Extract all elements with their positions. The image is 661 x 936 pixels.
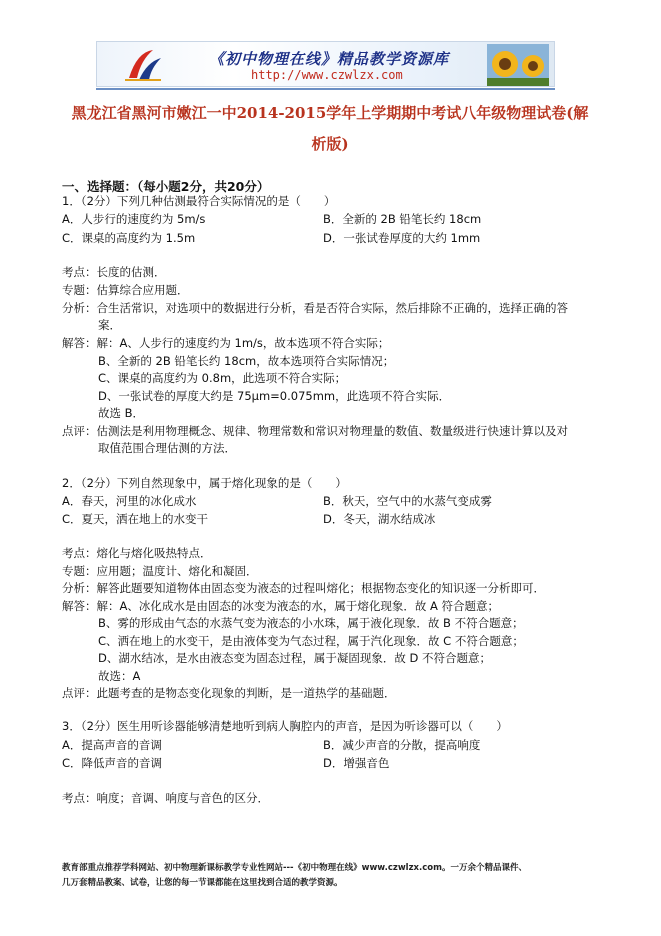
q2-dianping: 点评：此题考查的是物态变化现象的判断，是一道热学的基础题． [62,686,396,700]
banner-url[interactable]: http://www.czwlzx.com [251,68,403,82]
q1-dianping-line1: 点评：估测法是利用物理概念、规律、物理常数和常识对物理量的数值、数量级进行快速计算以及对 [62,424,568,438]
q1-option-d: D．一张试卷厚度的大约 1mm [323,231,481,245]
q1-jieda-line4: D、一张试卷的厚度大约是 75μm=0.075mm，此选项不符合实际． [98,389,451,403]
q2-option-b: B．秋天，空气中的水蒸气变成雾 [323,494,492,508]
q2-jieda-line4: D、湖水结冰，是水由液态变为固态过程，属于凝固现象．故 D 不符合题意； [98,651,492,665]
footer-line-1: 教育部重点推荐学科网站、初中物理新课标教学专业性网站---《初中物理在线》www.czwlzx.com。一万余个精品课件、 [62,863,527,873]
page-footer [62,861,602,891]
q2-jieda-line1: 解答：解：A、冰化成水是由固态的冰变为液态的水，属于熔化现象．故 A 符合题意； [62,599,500,613]
q1-option-b: B．全新的 2B 铅笔长约 18cm [323,212,482,226]
q1-option-c: C．课桌的高度约为 1.5m [62,231,196,245]
q3-stem: 3．（2分）医生用听诊器能够清楚地听到病人胸腔内的声音，是因为听诊器可以（ ） [62,719,508,733]
title-line-1: 黑龙江省黑河市嫩江一中2014-2015学年上学期期中考试八年级物理试卷(解 [71,104,589,122]
q1-jieda-line3: C、课桌的高度约为 0.8m，此选项不符合实际； [98,371,347,385]
q2-jieda-line2: B、雾的形成由气态的水蒸气变为液态的小水珠，属于液化现象．故 B 不符合题意； [98,616,524,630]
section-heading: 一、选择题：（每小题2分，共20分） [62,179,270,194]
q2-option-d: D．冬天，湖水结成冰 [323,512,436,526]
q1-dianping-line2: 取值范围合理估测的方法． [98,441,236,455]
q3-kaodian: 考点：响度；音调、响度与音色的区分． [62,791,269,805]
q1-fenxi-line1: 分析：合生活常识，对选项中的数据进行分析，看是否符合实际，然后排除不正确的，选择正确的答 [62,301,568,315]
document-title [40,98,620,160]
q3-option-a: A．提高声音的音调 [62,738,162,752]
q2-jieda-line5: 故选：A [98,669,141,683]
q1-fenxi-line2: 案． [98,318,121,332]
q1-kaodian: 考点：长度的估测． [62,265,166,279]
title-line-2: 析版) [311,135,349,153]
q2-kaodian: 考点：熔化与熔化吸热特点． [62,546,212,560]
q2-option-a: A．春天，河里的冰化成水 [62,494,197,508]
q3-option-d: D．增强音色 [323,756,390,770]
q2-jieda-line3: C、洒在地上的水变干，是由液体变为气态过程，属于汽化现象．故 C 不符合题意； [98,634,524,648]
q1-option-a: A．人步行的速度约为 5m/s [62,212,206,226]
banner-title: 《初中物理在线》精品教学资源库 [209,50,450,68]
site-logo-icon [123,48,163,82]
q1-jieda-line2: B、全新的 2B 铅笔长约 18cm，故本选项符合实际情况； [98,354,395,368]
sunflower-icon [487,44,549,86]
site-banner[interactable] [96,41,555,87]
q3-option-b: B．减少声音的分散，提高响度 [323,738,481,752]
q2-zhuanti: 专题：应用题；温度计、熔化和凝固． [62,564,258,578]
q1-jieda-line1: 解答：解：A、人步行的速度约为 1m/s，故本选项不符合实际； [62,336,390,350]
q3-option-c: C．降低声音的音调 [62,756,163,770]
q1-jieda-line5: 故选 B． [98,406,145,420]
q2-fenxi: 分析：解答此题要知道物体由固态变为液态的过程叫熔化；根据物态变化的知识逐一分析即可． [62,581,545,595]
q2-option-c: C．夏天，洒在地上的水变干 [62,512,209,526]
q2-stem: 2．（2分）下列自然现象中，属于熔化现象的是（ ） [62,476,347,490]
q1-zhuanti: 专题：估算综合应用题． [62,283,189,297]
footer-line-2: 几万套精品教案、试卷，让您的每一节课都能在这里找到合适的教学资源。 [62,878,343,888]
banner-divider [96,88,555,90]
q1-stem: 1．（2分）下列几种估测最符合实际情况的是（ ） [62,194,336,208]
